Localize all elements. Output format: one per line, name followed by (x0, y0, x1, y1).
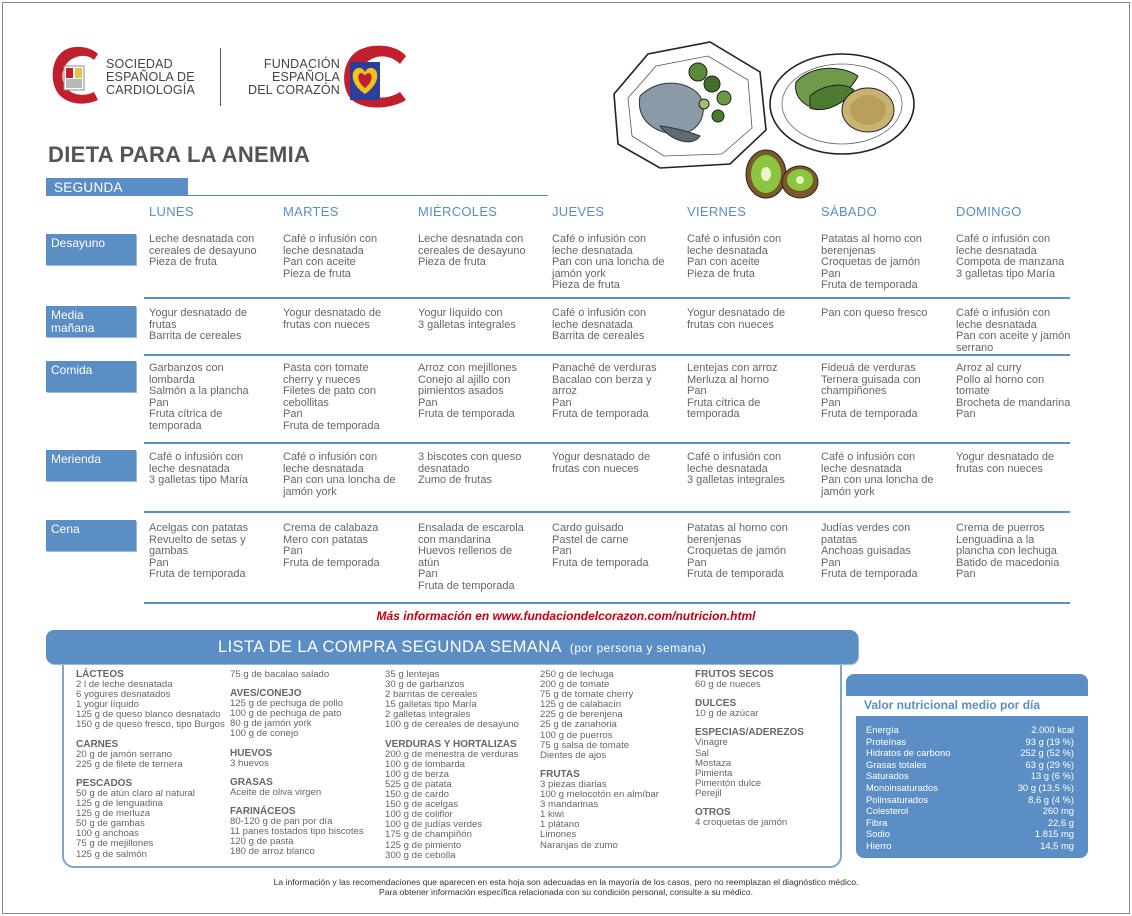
menu-cell: Yogur desnatado de frutas con nueces (552, 451, 651, 475)
nutrient-value: 30 g (13,5 %) (1017, 782, 1074, 793)
nutrition-row (866, 805, 1074, 817)
shopping-items: 3 piezas diarias 100 g melocotón en almíbar 3 mandarinas 1 kiwi 1 plátano Limones Naranjas de zumo (540, 778, 659, 851)
day-header-miercoles: MIÉRCOLES (418, 204, 498, 219)
nutrient-value: 1.815 mg (1034, 828, 1074, 840)
shopping-items: 3 huevos (230, 757, 269, 769)
menu-cell: Panaché de verduras Bacalao con berza y arroz Pan Fruta de temporada (552, 362, 657, 421)
menu-cell: Patatas al horno con berenjenas Croquetas de jamón Pan Fruta de temporada (687, 522, 788, 581)
nutrient-name: Proteínas (866, 735, 907, 747)
day-header-jueves: JUEVES (552, 204, 605, 219)
disclaimer-line-1: La información y las recomendaciones que aparecen en esta hoja son adecuadas en la mayoría de los casos, pero no reemplazan el diagnóstico médico. (273, 877, 859, 887)
shopping-items: 50 g de atún claro al natural 125 g de lenguadina 125 g de merluza 50 g de gambas 100 g anchoas 75 g de mejillones 125 g de salmón (76, 787, 195, 860)
nutrient-value: 63 g (29 %) (1025, 758, 1074, 770)
shopping-category: PESCADOS (76, 777, 133, 789)
menu-cell: Crema de calabaza Mero con patatas Pan Fruta de temporada (283, 522, 380, 569)
nutrition-row (866, 782, 1074, 794)
menu-cell: Judías verdes con patatas Anchoas guisadas Pan Fruta de temporada (821, 522, 918, 581)
menu-cell: Pasta con tomate cherry y nueces Filetes de pato con cebollitas Pan Fruta de temporada (283, 362, 380, 432)
menu-cell: Arroz con mejillones Conejo al ajillo con pimientos asados Pan Fruta de temporada (418, 362, 518, 421)
day-header-sabado: SÁBADO (821, 204, 877, 219)
shopping-column (76, 670, 231, 860)
shopping-category: FRUTAS (540, 768, 580, 780)
shopping-column (540, 670, 695, 851)
menu-cell: Garbanzos con lombarda Salmón a la plancha Pan Fruta cítrica de temporada (149, 362, 249, 432)
menu-cell: Fideuá de verduras Ternera guisada con champiñones Pan Fruta de temporada (821, 362, 921, 421)
week-bar (46, 178, 548, 210)
page-title: DIETA PARA LA ANEMIA (48, 142, 311, 167)
nutrition-header-tab (846, 674, 1088, 696)
shopping-category: ESPECIAS/ADEREZOS (695, 727, 804, 739)
shopping-list-header (46, 630, 858, 664)
menu-cell: Café o infusión con leche desnatada Barrita de cereales (552, 307, 647, 343)
nutrition-row (866, 817, 1074, 829)
meal-label-comida: Comida (46, 361, 136, 392)
menu-cell: Café o infusión con leche desnatada Pan con aceite Pieza de fruta (283, 233, 378, 280)
menu-cell: Acelgas con patatas Revuelto de setas y gambas Pan Fruta de temporada (149, 522, 249, 581)
shopping-items: 75 g de bacalao salado (230, 669, 330, 680)
menu-cell: Pan con queso fresco (821, 307, 928, 319)
shopping-list-subtitle: (por persona y semana) (569, 641, 707, 655)
shopping-category: HUEVOS (230, 747, 273, 759)
more-info-link[interactable]: Más información en www.fundaciondelcorazon.com/nutricion.html (376, 609, 756, 623)
shopping-list-title: LISTA DE LA COMPRA SEGUNDA SEMANA (por persona y semana) (218, 638, 707, 656)
nutrient-name: Saturados (866, 770, 909, 782)
meal-label-merienda: Merienda (46, 450, 136, 481)
sec-logo (50, 44, 220, 108)
nutrient-value: 93 g (19 %) (1025, 735, 1074, 747)
shopping-category: VERDURAS Y HORTALIZAS (385, 738, 517, 750)
menu-cell: Yogur desnatado de frutas con nueces (283, 307, 382, 331)
shopping-category: LÁCTEOS (76, 669, 124, 680)
nutrient-value: 13 g (6 %) (1030, 770, 1074, 782)
menu-cell: Café o infusión con leche desnatada Pan con una loncha de jamón york (283, 451, 396, 498)
menu-cell: Café o infusión con leche desnatada 3 galletas integrales (687, 451, 785, 487)
shopping-items: 60 g de nueces (695, 679, 761, 691)
nutrient-name: Energía (866, 724, 899, 735)
shopping-category: FRUTOS SECOS (695, 669, 774, 680)
sec-name: SOCIEDAD ESPAÑOLA DE CARDIOLOGÍA (106, 57, 196, 97)
shopping-category: CARNES (76, 738, 119, 750)
day-header-lunes: LUNES (149, 204, 194, 219)
nutrient-value: 14,5 mg (1040, 840, 1074, 851)
menu-cell: Yogur líquido con 3 galletas integrales (418, 307, 516, 331)
menu-cell: Café o infusión con leche desnatada Compota de manzana 3 galletas tipo María (956, 233, 1065, 280)
nutrition-row (866, 770, 1074, 782)
sec-emblem-icon (50, 44, 102, 108)
menu-cell: Arroz al curry Pollo al horno con tomate Brocheta de mandarina Pan (956, 362, 1071, 421)
shopping-items: 10 g de azúcar (695, 708, 759, 720)
nutrient-name: Hidratos de carbono (866, 747, 951, 759)
nutrient-value: 8,6 g (4 %) (1028, 793, 1074, 805)
menu-cell: Yogur desnatado de frutas con nueces (956, 451, 1055, 475)
meal-label-desayuno: Desayuno (46, 234, 136, 265)
disclaimer (0, 877, 1132, 897)
row-divider (144, 602, 1070, 604)
row-divider (144, 442, 1070, 444)
fec-heart-icon (340, 44, 408, 110)
menu-cell: 3 biscotes con queso desnatado Zumo de frutas (418, 451, 522, 487)
shopping-items: Aceite de oliva virgen (230, 786, 322, 798)
shopping-category: GRASAS (230, 776, 273, 788)
menu-cell: Leche desnatada con cereales de desayuno Pieza de fruta (418, 233, 526, 269)
shopping-category: FARINÁCEOS (230, 805, 296, 817)
nutrient-value: 2.000 kcal (1031, 724, 1074, 735)
shopping-category: AVES/CONEJO (230, 688, 302, 700)
nutrient-value: 260 mg (1042, 805, 1074, 817)
shopping-category: OTROS (695, 807, 731, 819)
nutrient-name: Hierro (866, 840, 892, 851)
nutrient-name: Sodio (866, 828, 890, 840)
nutrient-name: Monoinsaturados (866, 782, 938, 793)
fec-logo (236, 44, 410, 110)
nutrient-value: 22,6 g (1047, 816, 1074, 828)
shopping-column (695, 670, 850, 828)
shopping-items: 125 g de pechuga de pollo 100 g de pechuga de pato 80 g de jamón york 100 g de conejo (230, 698, 344, 740)
nutrition-row (866, 759, 1074, 771)
shopping-items: 80-120 g de pan por día 11 panes tostados tipo biscotes 120 g de pasta 180 de arroz blanco (230, 816, 364, 858)
row-divider (144, 354, 1070, 356)
nutrient-value: 252 g (52 %) (1020, 747, 1074, 759)
day-header-domingo: DOMINGO (956, 204, 1022, 219)
menu-cell: Cardo guisado Pastel de carne Pan Fruta de temporada (552, 522, 649, 569)
nutrient-name: Grasas totales (866, 758, 927, 770)
shopping-items: 2 l de leche desnatada 6 yogures desnatados 1 yogur líquido 125 g de queso blanco desnatado 150 g de queso fresco, tipo Burgos (76, 679, 225, 731)
logo-divider (220, 48, 221, 106)
day-header-viernes: VIERNES (687, 204, 747, 219)
fec-name: FUNDACIÓN ESPAÑOLA DEL CORAZÓN (247, 57, 340, 97)
nutrition-row (866, 736, 1074, 748)
shopping-items: 20 g de jamón serrano 225 g de filete de ternera (76, 748, 183, 770)
menu-cell: Café o infusión con leche desnatada 3 galletas tipo María (149, 451, 249, 487)
shopping-items: Vinagre Sal Mostaza Pimienta Pimentón dulce Perejil (695, 737, 762, 799)
food-illustration-icon (600, 36, 920, 200)
menu-cell: Yogur desnatado de frutas Barrita de cereales (149, 307, 248, 343)
nutrition-row (866, 840, 1074, 852)
menu-cell: Crema de puerros Lenguadina a la plancha con lechuga Batido de macedonia Pan (956, 522, 1060, 581)
shopping-items: 35 g lentejas 30 g de garbanzos 2 barritas de cereales 15 galletas tipo María 2 galletas integrales 100 g de cereales de desayuno (385, 669, 519, 731)
shopping-items: 200 g de menestra de verduras 100 g de lombarda 100 g de berza 525 g de patata 150 g de cardo 150 g de acelgas 100 g de coliflor 100 g de judías verdes 175 g de champiñón 125 g de pimiento 300 g de cebolla (385, 748, 519, 861)
menu-cell: Yogur desnatado de frutas con nueces (687, 307, 786, 331)
nutrition-title: Valor nutricional medio por día (864, 698, 1041, 712)
nutrient-name: Fibra (866, 816, 888, 828)
menu-cell: Café o infusión con leche desnatada Pan con aceite Pieza de fruta (687, 233, 782, 280)
nutrient-name: Colesterol (866, 805, 909, 817)
row-divider (144, 511, 1070, 513)
nutrition-row (866, 828, 1074, 840)
menu-cell: Café o infusión con leche desnatada Pan con una loncha de jamón york (821, 451, 934, 498)
meal-label-media-manana: Media mañana (46, 306, 136, 337)
disclaimer-line-2: Para obtener información específica relacionada con su condición personal, consulte a su médico. (378, 887, 754, 897)
meal-label-cena: Cena (46, 520, 136, 551)
shopping-column (230, 670, 385, 857)
shopping-items: 250 g de lechuga 200 g de tomate 75 g de tomate cherry 125 g de calabacín 225 g de berenjena 25 g de zanahoria 100 g de puerros 75 g salsa de tomate Dientes de ajos (540, 669, 634, 761)
shopping-items: 4 croquetas de jamón (695, 817, 788, 829)
menu-cell: Café o infusión con leche desnatada Pan con aceite y jamón serrano (956, 307, 1071, 354)
menu-cell: Ensalada de escarola con mandarina Huevos rellenos de atún Pan Fruta de temporada (418, 522, 524, 592)
shopping-column (385, 670, 540, 861)
menu-cell: Café o infusión con leche desnatada Pan con una loncha de jamón york Pieza de fruta (552, 233, 665, 292)
nutrition-row (866, 724, 1074, 736)
nutrient-name: Polinsaturados (866, 793, 929, 805)
row-divider (144, 297, 1070, 299)
day-header-martes: MARTES (283, 204, 339, 219)
week-label: SEGUNDA SEMANA (46, 178, 188, 196)
nutrition-row (866, 747, 1074, 759)
nutrition-row (866, 794, 1074, 806)
menu-cell: Leche desnatada con cereales de desayuno Pieza de fruta (149, 233, 257, 269)
menu-cell: Lentejas con arroz Merluza al horno Pan Fruta cítrica de temporada (687, 362, 778, 421)
shopping-category: DULCES (695, 698, 737, 710)
menu-cell: Patatas al horno con berenjenas Croquetas de jamón Pan Fruta de temporada (821, 233, 922, 292)
